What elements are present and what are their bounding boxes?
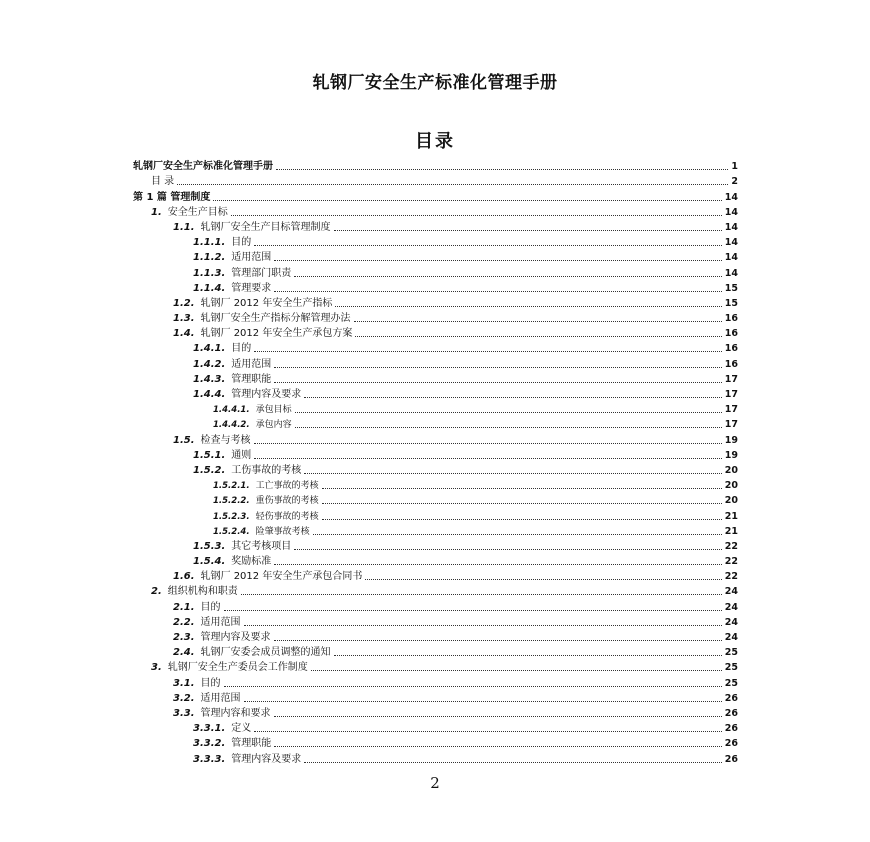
toc-entry[interactable] <box>133 355 738 370</box>
toc-leader-dots <box>254 731 721 732</box>
toc-entry-page: 14 <box>724 252 738 264</box>
toc-entry[interactable] <box>133 447 738 462</box>
toc-leader-dots <box>254 351 721 352</box>
toc-entry-page: 19 <box>724 434 738 446</box>
toc-entry-title: 定义 <box>231 723 252 735</box>
toc-entry-title: 管理内容和要求 <box>200 707 271 719</box>
toc-leader-dots <box>244 701 722 702</box>
toc-leader-dots <box>295 427 722 428</box>
toc-entry-number: 1.1.4. <box>193 282 226 294</box>
toc-entry[interactable] <box>133 598 738 613</box>
toc-entry-page: 26 <box>724 723 738 735</box>
toc-entry[interactable] <box>133 234 738 249</box>
toc-leader-dots <box>274 260 721 261</box>
toc-entry[interactable] <box>133 340 738 355</box>
toc-entry[interactable] <box>133 295 738 310</box>
toc-entry-page: 22 <box>724 540 738 552</box>
toc-entry-page: 17 <box>724 373 738 385</box>
toc-entry-page: 20 <box>724 464 738 476</box>
toc-entry-title: 安全生产目标 <box>167 206 228 218</box>
toc-entry-page: 24 <box>724 616 738 628</box>
toc-entry-number: 1.4.2. <box>193 358 226 370</box>
toc-entry-number: 1.5.2.3. <box>213 511 250 522</box>
toc-entry-title: 目 录 <box>151 176 175 188</box>
toc-entry-number: 1. <box>151 206 162 218</box>
toc-entry-number: 1.5.2.2. <box>213 496 250 507</box>
toc-leader-dots <box>322 503 722 504</box>
toc-entry-number: 1.4.4.1. <box>213 405 250 416</box>
toc-entry-title: 管理部门职责 <box>231 267 292 279</box>
document-title: 轧钢厂安全生产标准化管理手册 <box>312 73 558 93</box>
toc-entry[interactable] <box>133 158 738 173</box>
toc-entry[interactable] <box>133 735 738 750</box>
toc-entry[interactable] <box>133 507 738 522</box>
toc-entry-page: 25 <box>724 662 738 674</box>
toc-entry-number: 1.6. <box>173 571 195 583</box>
toc-entry-page: 20 <box>724 495 738 507</box>
toc-entry-title: 承包内容 <box>255 420 292 431</box>
toc-entry-number: 1.5.2.4. <box>213 526 250 537</box>
toc-entry-page: 16 <box>724 358 738 370</box>
toc-entry[interactable] <box>133 674 738 689</box>
toc-leader-dots <box>254 458 721 459</box>
toc-leader-dots <box>241 594 722 595</box>
toc-entry[interactable] <box>133 690 738 705</box>
toc-entry-title: 第 1 篇 管理制度 <box>133 191 211 203</box>
toc-entry-title: 奖励标准 <box>231 556 272 568</box>
toc-leader-dots <box>274 564 721 565</box>
toc-entry[interactable] <box>133 264 738 279</box>
toc-leader-dots <box>365 579 721 580</box>
toc-entry-page: 20 <box>724 480 738 492</box>
toc-entry-title: 轧钢厂 2012 年安全生产指标 <box>200 297 333 309</box>
toc-entry-title: 工亡事故的考核 <box>255 481 319 492</box>
toc-entry-title: 轧钢厂安全生产目标管理制度 <box>200 221 331 233</box>
toc-leader-dots <box>355 336 721 337</box>
toc-entry-title: 组织机构和职责 <box>167 586 238 598</box>
toc-entry-page: 16 <box>724 328 738 340</box>
toc-entry-page: 24 <box>724 586 738 598</box>
toc-entry-page: 1 <box>731 161 738 173</box>
toc-entry-title: 轧钢厂 2012 年安全生产承包合同书 <box>200 571 363 583</box>
toc-entry-title: 管理要求 <box>231 282 272 294</box>
table-of-contents <box>133 158 738 766</box>
toc-entry-number: 3.1. <box>173 677 195 689</box>
toc-entry-number: 1.4.3. <box>193 373 226 385</box>
toc-entry-title: 重伤事故的考核 <box>255 496 319 507</box>
toc-entry-number: 1.2. <box>173 297 195 309</box>
toc-leader-dots <box>311 670 722 671</box>
toc-entry-number: 1.1.1. <box>193 237 226 249</box>
toc-entry-page: 14 <box>724 237 738 249</box>
toc-entry-title: 轧钢厂安全生产委员会工作制度 <box>167 662 308 674</box>
toc-entry-title: 管理职能 <box>231 738 272 750</box>
toc-leader-dots <box>304 397 721 398</box>
toc-entry[interactable] <box>133 720 738 735</box>
toc-entry-page: 19 <box>724 449 738 461</box>
toc-entry-page: 26 <box>724 707 738 719</box>
toc-entry[interactable] <box>133 310 738 325</box>
toc-leader-dots <box>334 655 722 656</box>
toc-entry-page: 16 <box>724 343 738 355</box>
toc-entry-title: 适用范围 <box>200 616 241 628</box>
toc-leader-dots <box>294 276 721 277</box>
toc-entry[interactable] <box>133 416 738 431</box>
toc-entry-title: 管理职能 <box>231 373 272 385</box>
toc-entry-page: 14 <box>724 191 738 203</box>
toc-leader-dots <box>322 519 722 520</box>
toc-leader-dots <box>295 412 722 413</box>
toc-entry-page: 24 <box>724 601 738 613</box>
toc-entry[interactable] <box>133 173 738 188</box>
toc-entry-title: 适用范围 <box>231 358 272 370</box>
toc-entry-number: 2. <box>151 586 162 598</box>
toc-entry[interactable] <box>133 705 738 720</box>
toc-entry-number: 2.2. <box>173 616 195 628</box>
toc-entry-page: 26 <box>724 692 738 704</box>
toc-entry[interactable] <box>133 614 738 629</box>
toc-entry-page: 26 <box>724 753 738 765</box>
toc-entry-number: 2.3. <box>173 632 195 643</box>
toc-entry-title: 目的 <box>231 237 252 249</box>
toc-entry-page: 21 <box>724 525 738 537</box>
toc-entry-number: 3.3. <box>173 707 195 719</box>
toc-entry-number: 1.4.4. <box>193 389 226 400</box>
toc-leader-dots <box>224 610 722 611</box>
toc-entry-page: 17 <box>724 389 738 400</box>
toc-entry[interactable] <box>133 492 738 507</box>
toc-entry[interactable] <box>133 386 738 401</box>
toc-entry-title: 险肇事故考核 <box>255 526 310 537</box>
toc-entry-title: 管理内容及要求 <box>231 389 302 400</box>
toc-entry-number: 1.5.2. <box>193 464 226 476</box>
toc-entry-number: 1.5.3. <box>193 540 226 552</box>
toc-entry-page: 15 <box>724 282 738 294</box>
toc-entry-title: 承包目标 <box>255 405 292 416</box>
toc-entry-number: 1.5.2.1. <box>213 481 250 492</box>
toc-leader-dots <box>213 200 721 201</box>
toc-entry-title: 管理内容及要求 <box>200 632 271 643</box>
toc-entry-title: 通则 <box>231 449 252 461</box>
toc-entry-page: 17 <box>724 404 738 416</box>
toc-leader-dots <box>274 716 722 717</box>
toc-entry-number: 1.5.4. <box>193 556 226 568</box>
toc-entry-number: 1.5.1. <box>193 449 226 461</box>
toc-entry-title: 轧钢厂 2012 年安全生产承包方案 <box>200 328 353 340</box>
toc-entry-number: 1.5. <box>173 434 195 446</box>
toc-entry-number: 3.3.3. <box>193 753 226 765</box>
toc-entry-page: 21 <box>724 510 738 522</box>
toc-entry-page: 25 <box>724 647 738 659</box>
toc-entry[interactable] <box>133 188 738 203</box>
toc-entry-title: 工伤事故的考核 <box>231 464 302 476</box>
toc-entry-title: 目的 <box>200 677 221 689</box>
toc-entry[interactable] <box>133 280 738 295</box>
toc-entry-number: 3.3.2. <box>193 738 226 750</box>
toc-entry-title: 轻伤事故的考核 <box>255 511 319 522</box>
toc-entry[interactable] <box>133 219 738 234</box>
toc-entry-page: 16 <box>724 313 738 325</box>
toc-entry-page: 14 <box>724 206 738 218</box>
toc-leader-dots <box>313 534 722 535</box>
toc-leader-dots <box>304 762 721 763</box>
toc-leader-dots <box>254 245 721 246</box>
toc-leader-dots <box>254 443 722 444</box>
toc-entry[interactable] <box>133 568 738 583</box>
toc-entry-number: 1.4.1. <box>193 343 226 355</box>
toc-entry-number: 3.2. <box>173 692 195 704</box>
toc-leader-dots <box>231 215 722 216</box>
toc-entry-number: 1.1.3. <box>193 267 226 279</box>
toc-entry-number: 1.1. <box>173 221 195 233</box>
toc-entry[interactable] <box>133 553 738 568</box>
toc-leader-dots <box>274 367 721 368</box>
toc-leader-dots <box>294 549 721 550</box>
toc-entry-page: 24 <box>724 632 738 643</box>
toc-entry-title: 其它考核项目 <box>231 540 292 552</box>
toc-leader-dots <box>334 230 722 231</box>
toc-leader-dots <box>276 169 728 170</box>
toc-entry-number: 1.4.4.2. <box>213 420 250 431</box>
toc-entry-page: 2 <box>731 176 738 188</box>
toc-entry[interactable] <box>133 629 738 644</box>
toc-entry[interactable] <box>133 401 738 416</box>
toc-entry[interactable] <box>133 750 738 765</box>
toc-entry-title: 检查与考核 <box>200 434 251 446</box>
toc-entry-page: 14 <box>724 221 738 233</box>
toc-entry-page: 22 <box>724 556 738 568</box>
toc-entry-page: 15 <box>724 297 738 309</box>
toc-leader-dots <box>274 640 722 641</box>
toc-leader-dots <box>274 746 721 747</box>
toc-entry-page: 17 <box>724 419 738 431</box>
toc-entry-number: 3. <box>151 662 162 674</box>
toc-entry-page: 25 <box>724 677 738 689</box>
toc-leader-dots <box>274 382 721 383</box>
toc-entry-title: 目的 <box>231 343 252 355</box>
toc-entry-number: 2.1. <box>173 601 195 613</box>
toc-entry-number: 1.3. <box>173 313 195 325</box>
toc-entry[interactable] <box>133 583 738 598</box>
toc-entry-title: 轧钢厂安全生产指标分解管理办法 <box>200 313 351 325</box>
toc-leader-dots <box>224 686 722 687</box>
toc-leader-dots <box>354 321 722 322</box>
toc-leader-dots <box>244 625 722 626</box>
toc-leader-dots <box>335 306 721 307</box>
toc-entry-title: 适用范围 <box>231 252 272 264</box>
toc-leader-dots <box>177 184 728 185</box>
toc-entry[interactable] <box>133 249 738 264</box>
toc-entry[interactable] <box>133 371 738 386</box>
toc-entry-title: 轧钢厂安委会成员调整的通知 <box>200 647 331 659</box>
toc-entry-page: 26 <box>724 738 738 750</box>
toc-leader-dots <box>304 473 721 474</box>
page-number: 2 <box>430 774 440 792</box>
toc-entry[interactable] <box>133 523 738 538</box>
toc-heading: 目录 <box>415 131 455 152</box>
toc-entry-title: 管理内容及要求 <box>231 753 302 765</box>
toc-entry-page: 14 <box>724 267 738 279</box>
toc-entry[interactable] <box>133 462 738 477</box>
toc-entry-number: 3.3.1. <box>193 723 226 735</box>
toc-entry[interactable] <box>133 431 738 446</box>
toc-entry[interactable] <box>133 659 738 674</box>
toc-entry-number: 1.4. <box>173 328 195 340</box>
toc-entry-page: 22 <box>724 571 738 583</box>
toc-leader-dots <box>274 291 721 292</box>
toc-entry-number: 2.4. <box>173 647 195 659</box>
toc-entry[interactable] <box>133 477 738 492</box>
toc-entry-number: 1.1.2. <box>193 252 226 264</box>
toc-entry-title: 轧钢厂安全生产标准化管理手册 <box>133 161 273 173</box>
toc-entry[interactable] <box>133 325 738 340</box>
toc-entry-title: 目的 <box>200 601 221 613</box>
toc-entry-title: 适用范围 <box>200 692 241 704</box>
toc-entry[interactable] <box>133 538 738 553</box>
toc-entry[interactable] <box>133 204 738 219</box>
toc-leader-dots <box>322 488 722 489</box>
toc-entry[interactable] <box>133 644 738 659</box>
